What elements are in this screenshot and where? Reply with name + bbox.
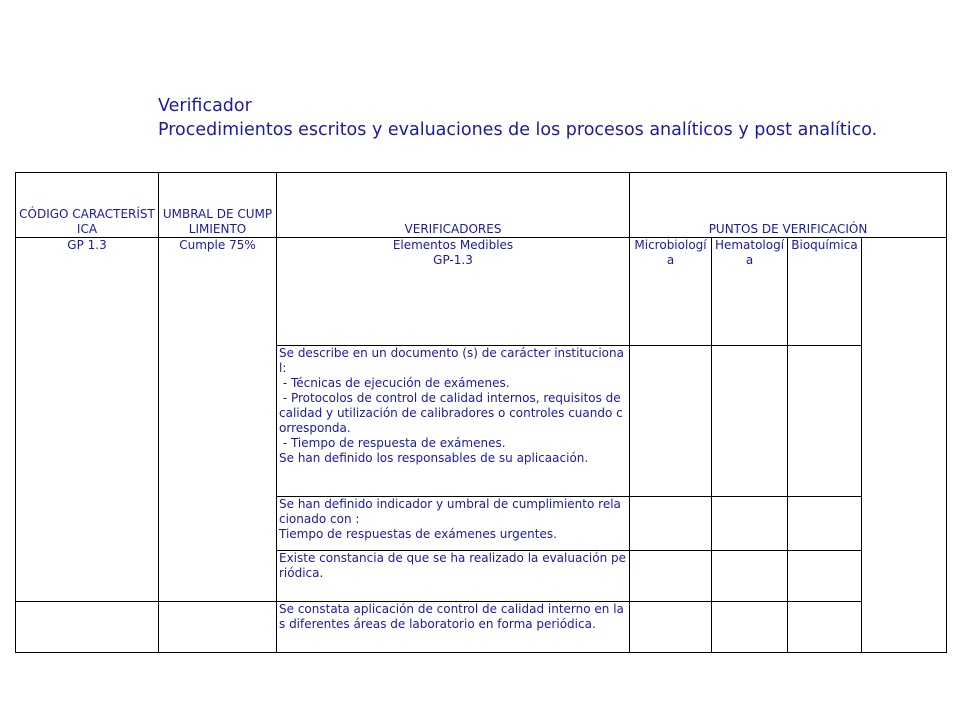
- heading-label: Verificador: [158, 96, 252, 116]
- check-cell: [712, 497, 788, 551]
- verificador-line: Se han definido los responsables de su aplicaación.: [279, 451, 589, 465]
- verificador-cell: [277, 497, 630, 551]
- check-cell: [712, 346, 788, 497]
- codigo-cell-empty: [16, 602, 159, 653]
- check-cell: [630, 551, 712, 602]
- check-cell: [788, 346, 862, 497]
- check-cell: [712, 602, 788, 653]
- check-cell: [788, 551, 862, 602]
- check-cell: [630, 497, 712, 551]
- header-puntos: PUNTOS DE VERIFICACIÓN: [630, 173, 947, 238]
- codigo-cell: GP 1.3: [16, 238, 159, 602]
- verificador-line: Se han definido indicador y umbral de cumplimiento relacionado con :: [279, 497, 621, 526]
- extra-column-cell: [862, 238, 947, 653]
- table-header-row: [16, 173, 947, 238]
- check-cell: [788, 497, 862, 551]
- elementos-cell: [277, 238, 630, 346]
- verificador-line: - Tiempo de respuesta de exámenes.: [279, 436, 506, 450]
- umbral-cell: Cumple 75%: [159, 238, 277, 602]
- verificador-line: - Protocolos de control de calidad internos, requisitos de calidad y utilización de calibradores o controles cuando corresponda.: [279, 391, 625, 435]
- document-heading: [158, 94, 948, 142]
- check-cell: [788, 602, 862, 653]
- header-verificadores: VERIFICADORES: [277, 173, 630, 238]
- verification-table: [15, 172, 947, 653]
- heading-description: Procedimientos escritos y evaluaciones de los procesos analíticos y post analítico.: [158, 120, 878, 140]
- check-cell: [630, 346, 712, 497]
- elementos-row: [16, 238, 947, 346]
- check-cell: [630, 602, 712, 653]
- header-umbral: UMBRAL DE CUMPLIMIENTO: [159, 173, 277, 238]
- elementos-code: GP-1.3: [433, 253, 473, 267]
- verificador-line: Tiempo de respuestas de exámenes urgentes.: [279, 527, 557, 541]
- header-codigo: CÓDIGO CARACTERÍSTICA: [16, 173, 159, 238]
- verificador-line: Existe constancia de que se ha realizado la evaluación periódica.: [279, 551, 627, 580]
- table-row: [16, 602, 947, 653]
- verificador-cell: [277, 551, 630, 602]
- verificador-line: Se constata aplicación de control de calidad interno en las diferentes áreas de laboratorio en forma periódica.: [279, 602, 624, 631]
- area-microbiologia: Microbiología: [630, 238, 712, 346]
- umbral-cell-empty: [159, 602, 277, 653]
- elementos-title: Elementos Medibles: [392, 238, 514, 252]
- verificador-cell: [277, 346, 630, 497]
- area-bioquimica: Bioquímica: [788, 238, 862, 346]
- check-cell: [712, 551, 788, 602]
- verificador-line: - Técnicas de ejecución de exámenes.: [279, 376, 510, 390]
- area-hematologia: Hematología: [712, 238, 788, 346]
- verificador-cell: [277, 602, 630, 653]
- verificador-line: Se describe en un documento (s) de carácter institucional:: [279, 346, 624, 375]
